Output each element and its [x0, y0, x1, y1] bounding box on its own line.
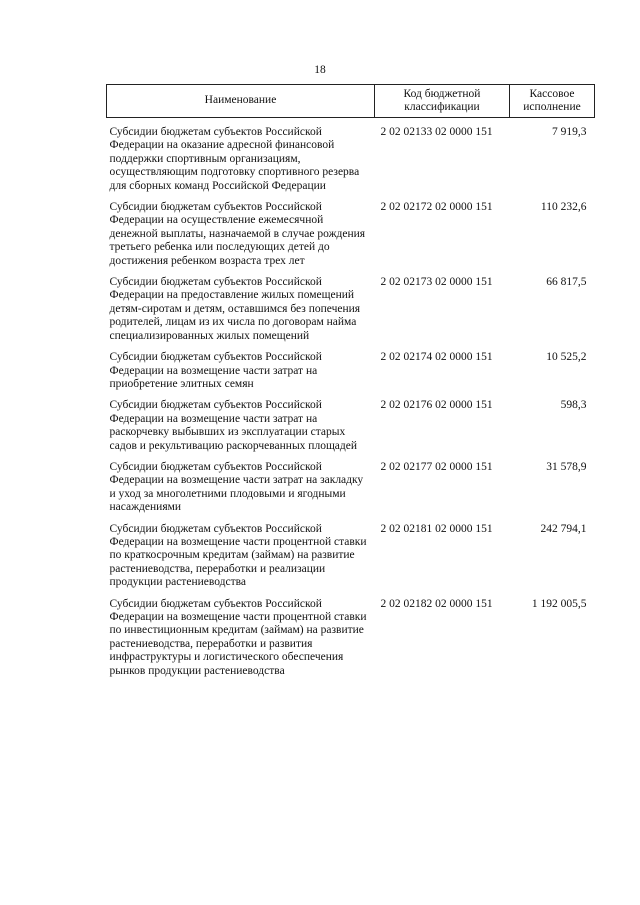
table-row: [107, 201, 595, 276]
row-amount: 66 817,5: [546, 276, 587, 289]
row-name: Субсидии бюджетам субъектов Российской Федерации на осуществление ежемесячной денежной выплаты, назначаемой в случае рождения третьего ребенка или последующих детей до достижения ребенком возраста трех лет: [109, 201, 366, 267]
row-code: 2 02 02172 02 0000 151: [380, 201, 493, 214]
row-code: 2 02 02181 02 0000 151: [380, 522, 493, 535]
budget-table-container: [106, 84, 594, 686]
page-number: 18: [314, 64, 326, 76]
table-row: [107, 461, 595, 523]
row-amount: 110 232,6: [540, 201, 587, 214]
row-amount: 10 525,2: [546, 351, 587, 364]
header-name: Наименование: [107, 85, 375, 118]
row-code: 2 02 02174 02 0000 151: [380, 351, 493, 364]
table-row: [107, 523, 595, 598]
row-amount: 7 919,3: [552, 126, 587, 138]
table-row: [107, 276, 595, 351]
row-name: Субсидии бюджетам субъектов Российской Федерации на предоставление жилых помещений детям-сиротам и детям, оставшимся без попечения родителей, лицам из их числа по договорам найма специализированных жилых помещений: [109, 276, 361, 342]
table-row: [107, 399, 595, 461]
table-row: [107, 598, 595, 686]
row-name: Субсидии бюджетам субъектов Российской Федерации на возмещение части процентной ставки по краткосрочным кредитам (займам) на развитие растениеводства, переработки и реализации продукции растениеводства: [109, 522, 367, 589]
row-code: 2 02 02177 02 0000 151: [380, 460, 493, 473]
row-amount: 598,3: [560, 399, 587, 412]
row-code: 2 02 02176 02 0000 151: [380, 399, 493, 412]
row-amount: 1 192 005,5: [531, 597, 587, 610]
row-code: 2 02 02133 02 0000 151: [380, 126, 493, 138]
row-name: Субсидии бюджетам субъектов Российской Федерации на возмещение части затрат на раскорчевку выбывших из эксплуатации старых садов и рекультивацию раскорчеванных площадей: [109, 399, 358, 452]
header-code: Код бюджетной классификации: [375, 85, 510, 118]
row-code: 2 02 02182 02 0000 151: [380, 597, 493, 610]
budget-table: [106, 84, 595, 686]
row-name: Субсидии бюджетам субъектов Российской Федерации на возмещение части процентной ставки по инвестиционным кредитам (займам) на развитие растениеводства, переработки и развития инфраструктуры и логистического обеспечения рынков продукции растениеводства: [109, 597, 367, 677]
header-row: [107, 85, 595, 118]
table-header: [107, 85, 595, 118]
row-name: Субсидии бюджетам субъектов Российской Федерации на возмещение части затрат на закладку и уход за многолетними плодовыми и ягодными насаждениями: [109, 460, 364, 514]
row-name: Субсидии бюджетам субъектов Российской Федерации на оказание адресной финансовой поддержки спортивным организациям, осуществляющим подготовку спортивного резерва для сборных команд Российской Федерации: [109, 126, 360, 192]
row-amount: 242 794,1: [540, 522, 587, 535]
table-row: [107, 118, 595, 202]
table-row: [107, 351, 595, 399]
row-name: Субсидии бюджетам субъектов Российской Федерации на возмещение части затрат на приобретение элитных семян: [109, 351, 322, 390]
header-amount: Кассовое исполнение: [510, 85, 595, 118]
row-amount: 31 578,9: [546, 460, 587, 473]
table-body: [107, 118, 595, 687]
row-code: 2 02 02173 02 0000 151: [380, 276, 493, 289]
